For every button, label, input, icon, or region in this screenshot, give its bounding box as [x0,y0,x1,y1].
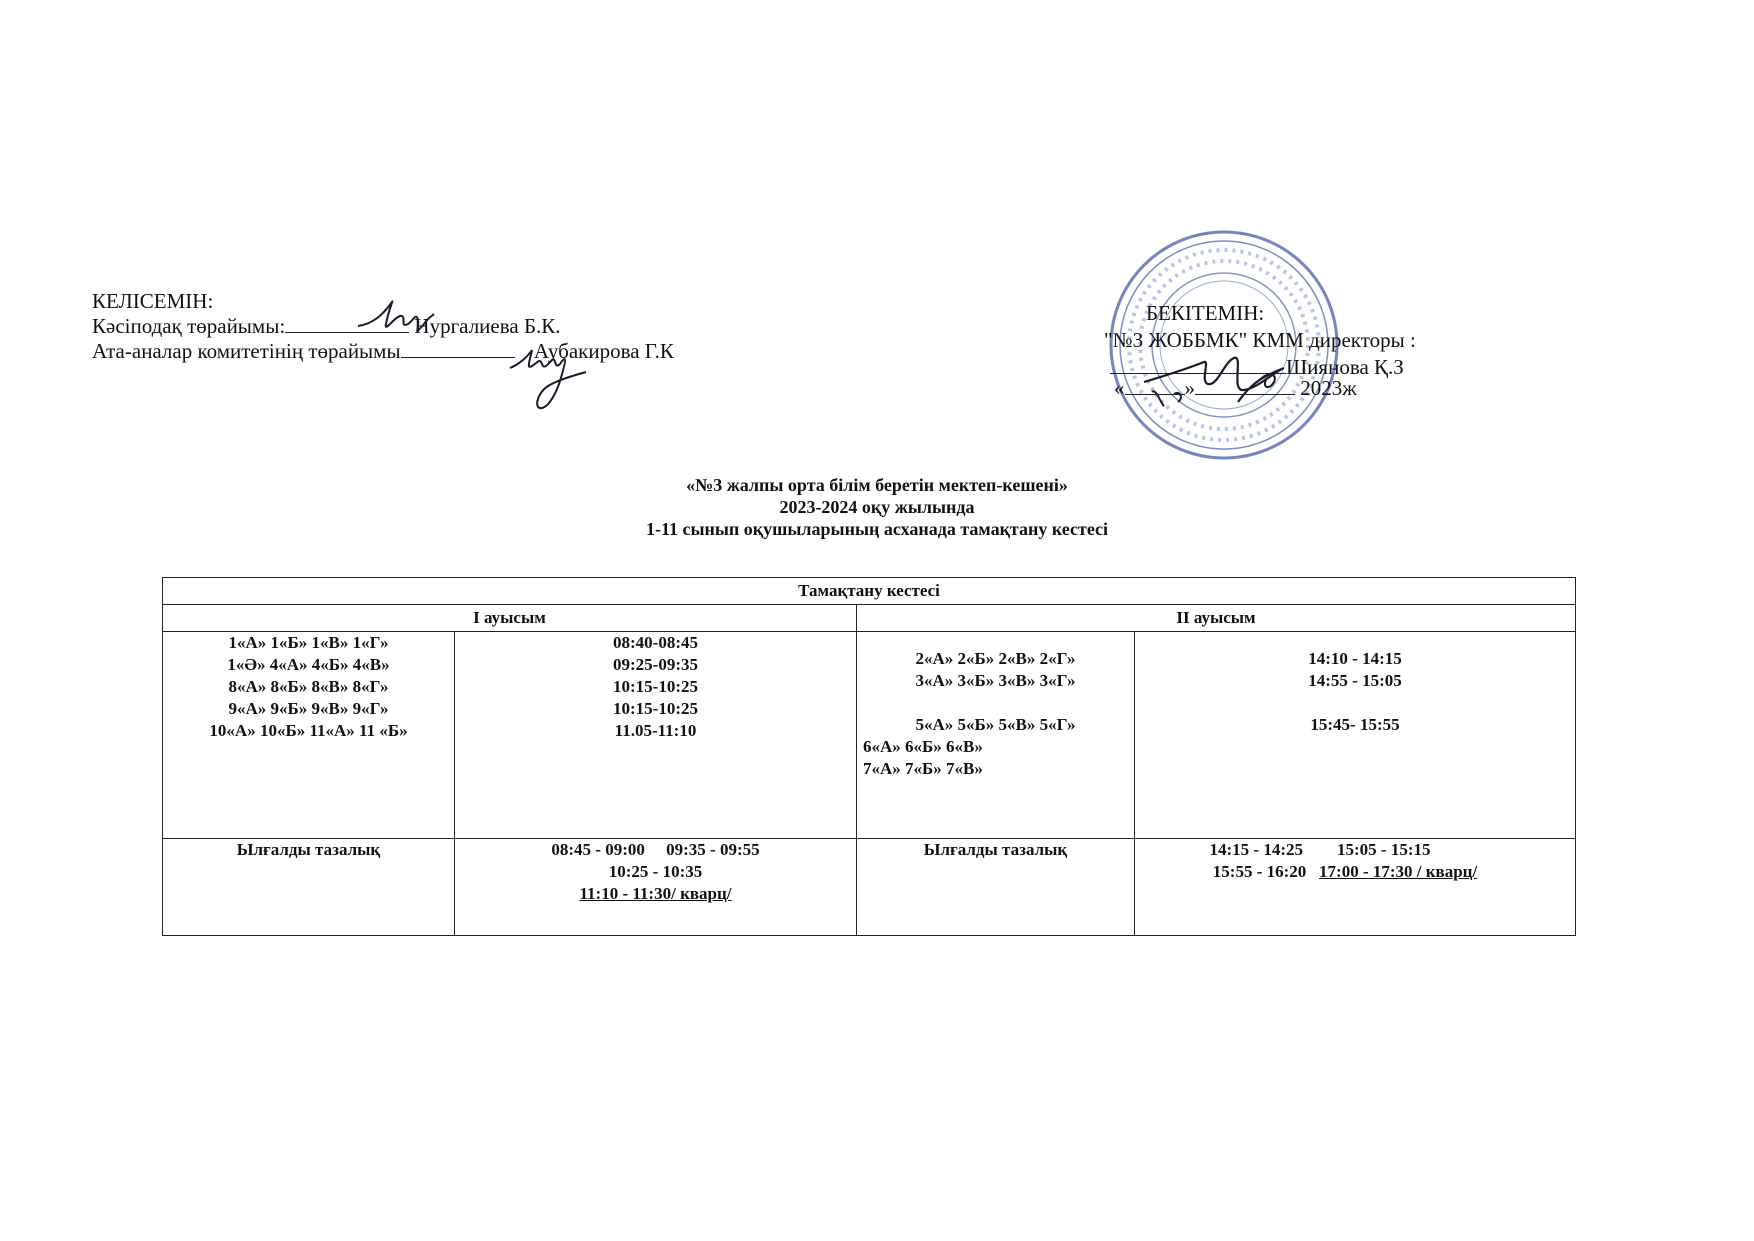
table-row [163,839,1576,936]
cleaning-time: 10:25 - 10:35 [608,862,703,881]
title-line-1: «№3 жалпы орта білім беретін мектеп-кешені» [686,475,1068,495]
cleaning-label-2: Ылғалды тазалық [857,839,1135,936]
class-group [863,692,1128,714]
cleaning-times-2-cell [1135,839,1576,936]
class-group: 2«А» 2«Б» 2«В» 2«Г» [915,649,1076,668]
class-group: 8«А» 8«Б» 8«В» 8«Г» [228,677,389,696]
meal-time: 14:55 - 15:05 [1308,671,1402,690]
date-close-quote: » [1184,376,1195,400]
director-signature [1134,332,1324,422]
parents-chair-label: Ата-аналар комитетінің төрайымы [92,339,401,363]
meal-time: 14:10 - 14:15 [1308,649,1402,668]
approval-org: "№3 ЖОББМК" КММ директоры : [1104,328,1416,352]
meal-time: 10:15-10:25 [613,699,698,718]
union-chair-name: Нургалиева Б.К. [414,314,561,338]
parents-chair-name: Аубакирова Г.К [533,339,674,363]
cleaning-time: 08:45 - 09:00 09:35 - 09:55 [551,840,760,859]
union-chair-label: Кәсіподақ төрайымы: [92,314,286,338]
director-name: Шиянова Қ.З [1286,355,1404,379]
meal-time: 08:40-08:45 [613,633,698,652]
shift-2-times-cell [1135,632,1576,839]
class-group: 1«А» 1«Б» 1«В» 1«Г» [228,633,389,652]
class-group: 10«А» 10«Б» 11«А» 11 «Б» [209,721,408,740]
cleaning-time: 15:55 - 16:20 [1212,862,1320,881]
shift-1-header: І ауысым [163,605,857,632]
agreement-heading: КЕЛІСЕМІН: [92,289,214,313]
class-group: 5«А» 5«Б» 5«В» 5«Г» [915,715,1076,734]
document-title [0,474,1754,540]
meal-time: 15:45- 15:55 [1310,715,1400,734]
shift-2-classes-cell [857,632,1135,839]
class-group: 1«Ә» 4«А» 4«Б» 4«В» [227,655,390,674]
class-group: 7«А» 7«Б» 7«В» [863,759,983,778]
date-open-quote: « [1114,376,1125,400]
union-signature [352,294,438,342]
shift-2-header: ІІ ауысым [857,605,1576,632]
meal-time: 09:25-09:35 [613,655,698,674]
class-group: 9«А» 9«Б» 9«В» 9«Г» [228,699,389,718]
title-line-2: 2023-2024 оқу жылында [779,497,975,517]
approval-heading: БЕКІТЕМІН: [1146,301,1265,325]
meal-time [1141,692,1569,714]
shift-1-times-cell [455,632,857,839]
table-header-row [163,605,1576,632]
class-group: 3«А» 3«Б» 3«В» 3«Г» [915,671,1076,690]
cleaning-time-quartz: 11:10 - 11:30/ кварц/ [579,884,732,903]
cleaning-times-1-cell [455,839,857,936]
meal-time: 11.05-11:10 [614,721,697,740]
table-caption-row [163,578,1576,605]
table-caption: Тамақтану кестесі [163,578,1576,605]
parents-signature [502,346,592,412]
approval-year: 2023ж [1300,376,1357,400]
cleaning-label-1: Ылғалды тазалық [163,839,455,936]
meal-time: 10:15-10:25 [613,677,698,696]
class-group: 6«А» 6«Б» 6«В» [863,737,983,756]
cleaning-time-quartz: 17:00 - 17:30 / кварц/ [1319,862,1478,881]
title-line-3: 1-11 сынып оқушыларының асханада тамақтану кестесі [645,519,1109,539]
meal-schedule-table [162,577,1576,936]
cleaning-time: 14:15 - 14:25 15:05 - 15:15 [1209,840,1431,859]
shift-1-classes-cell [163,632,455,839]
table-row [163,632,1576,839]
